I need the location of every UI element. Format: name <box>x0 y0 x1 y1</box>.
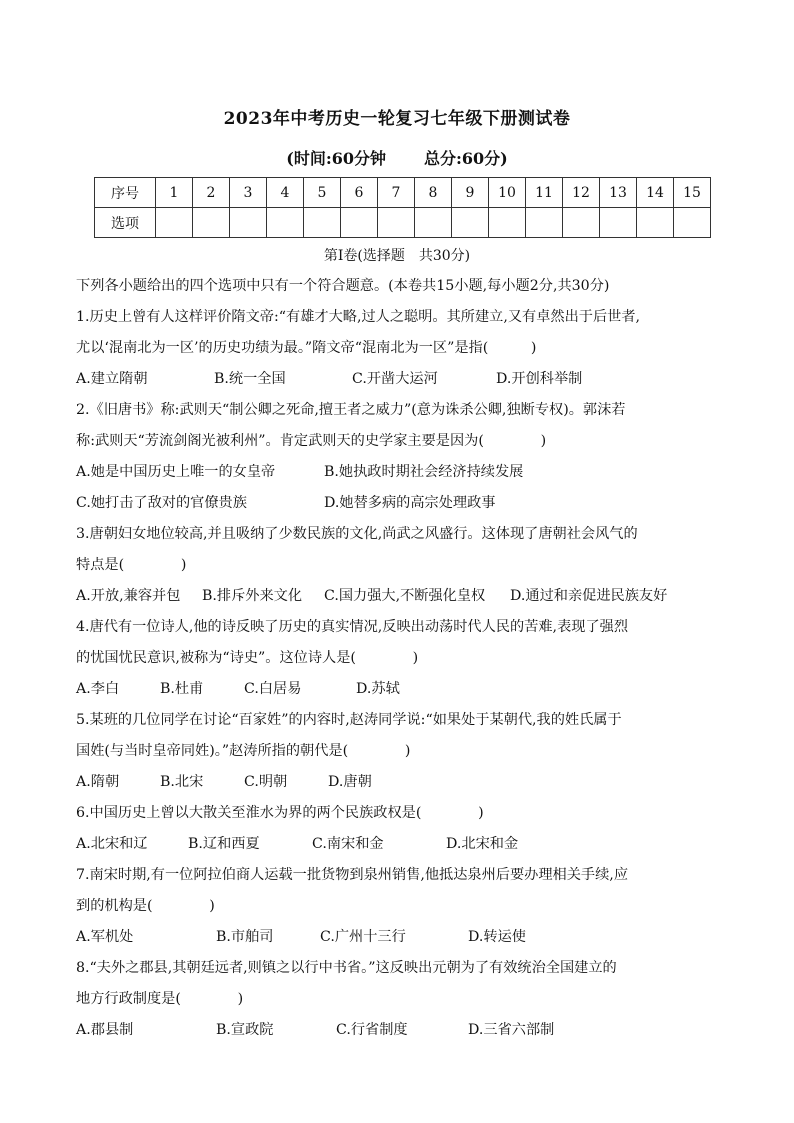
option-a: A.建立隋朝 <box>76 371 148 387</box>
option-c: C.行省制度 <box>336 1022 408 1038</box>
page-title: 2023年中考历史一轮复习七年级下册测试卷 <box>223 109 571 129</box>
question-7-line-2: 到的机构是( ) <box>76 898 215 914</box>
answer-number: 6 <box>341 178 378 208</box>
answer-blank <box>230 208 267 238</box>
option-a: A.开放,兼容并包 <box>76 588 181 604</box>
option-a: A.李白 <box>76 681 120 697</box>
option-c: C.白居易 <box>244 681 302 697</box>
answer-blank <box>526 208 563 238</box>
answer-blank <box>156 208 193 238</box>
answer-blank <box>674 208 711 238</box>
option-c: C.明朝 <box>244 774 288 790</box>
exam-total-score: 总分:60分) <box>424 149 508 168</box>
question-8-options <box>76 1015 726 1046</box>
answer-blank <box>452 208 489 238</box>
question-5-line-1: 5.某班的几位同学在讨论“百家姓”的内容时,赵涛同学说:“如果处于某朝代,我的姓氏属于 <box>76 712 622 728</box>
option-d: D.她替多病的高宗处理政事 <box>324 495 496 511</box>
answer-number: 9 <box>452 178 489 208</box>
option-a: A.隋朝 <box>76 774 120 790</box>
answer-table <box>94 177 711 238</box>
answer-number: 3 <box>230 178 267 208</box>
question-5-options <box>76 767 726 798</box>
option-b: B.辽和西夏 <box>188 836 260 852</box>
answer-number: 13 <box>600 178 637 208</box>
option-c: C.国力强大,不断强化皇权 <box>324 588 486 604</box>
answer-table-header-option: 选项 <box>95 208 156 238</box>
answer-number: 14 <box>637 178 674 208</box>
question-6-line-1: 6.中国历史上曾以大散关至淮水为界的两个民族政权是( ) <box>76 805 484 821</box>
question-2-options-1 <box>76 457 726 488</box>
question-5-line-2: 国姓(与当时皇帝同姓)。”赵涛所指的朝代是( ) <box>76 743 411 759</box>
question-2-options-2 <box>76 488 726 519</box>
answer-blank <box>600 208 637 238</box>
questions-body <box>76 271 726 1046</box>
option-b: B.杜甫 <box>160 681 204 697</box>
answer-number: 7 <box>378 178 415 208</box>
answer-table-header-number: 序号 <box>95 178 156 208</box>
option-a: A.郡县制 <box>76 1022 134 1038</box>
answer-blank <box>378 208 415 238</box>
question-6-options <box>76 829 726 860</box>
option-c: C.开凿大运河 <box>352 371 438 387</box>
question-2-line-2: 称:武则天“芳流剑阁光被利州”。肯定武则天的史学家主要是因为( ) <box>76 433 547 449</box>
question-7-options <box>76 922 726 953</box>
option-a: A.她是中国历史上唯一的女皇帝 <box>76 464 276 480</box>
option-b: B.市舶司 <box>216 929 274 945</box>
question-1-line-2: 尤以‘混南北为一区’的历史功绩为最。”隋文帝“混南北为一区”是指( ) <box>76 340 537 356</box>
answer-table-number-row <box>95 178 711 208</box>
answer-number: 15 <box>674 178 711 208</box>
answer-number: 4 <box>267 178 304 208</box>
answer-number: 11 <box>526 178 563 208</box>
answer-blank <box>637 208 674 238</box>
page-subtitle <box>0 146 794 169</box>
answer-number: 1 <box>156 178 193 208</box>
instruction-text: 下列各小题给出的四个选项中只有一个符合题意。(本卷共15小题,每小题2分,共30分) <box>76 278 610 294</box>
question-4-line-1: 4.唐代有一位诗人,他的诗反映了历史的真实情况,反映出动荡时代人民的苦难,表现了强烈 <box>76 619 629 635</box>
answer-blank <box>193 208 230 238</box>
option-d: D.苏轼 <box>356 681 400 697</box>
exam-time: (时间:60分钟 <box>286 149 386 168</box>
option-d: D.通过和亲促进民族友好 <box>510 588 668 604</box>
option-c: C.她打击了敌对的官僚贵族 <box>76 495 247 511</box>
question-3-line-2: 特点是( ) <box>76 557 187 573</box>
answer-number: 8 <box>415 178 452 208</box>
option-b: B.排斥外来文化 <box>202 588 303 604</box>
option-a: A.军机处 <box>76 929 134 945</box>
answer-blank <box>304 208 341 238</box>
answer-blank <box>267 208 304 238</box>
question-8-line-2: 地方行政制度是( ) <box>76 991 244 1007</box>
option-d: D.唐朝 <box>328 774 372 790</box>
option-d: D.三省六部制 <box>468 1022 555 1038</box>
option-d: D.开创科举制 <box>496 371 583 387</box>
option-a: A.北宋和辽 <box>76 836 148 852</box>
question-1-line-1: 1.历史上曾有人这样评价隋文帝:“有雄才大略,过人之聪明。其所建立,又有卓然出于后世者, <box>76 309 641 325</box>
question-3-line-1: 3.唐朝妇女地位较高,并且吸纳了少数民族的文化,尚武之风盛行。这体现了唐朝社会风气的 <box>76 526 638 542</box>
option-d: D.北宋和金 <box>446 836 519 852</box>
answer-number: 5 <box>304 178 341 208</box>
question-4-line-2: 的忧国忧民意识,被称为“诗史”。这位诗人是( ) <box>76 650 419 666</box>
question-7-line-1: 7.南宋时期,有一位阿拉伯商人运载一批货物到泉州销售,他抵达泉州后要办理相关手续,应 <box>76 867 629 883</box>
option-c: C.南宋和金 <box>312 836 384 852</box>
answer-number: 10 <box>489 178 526 208</box>
option-d: D.转运使 <box>468 929 526 945</box>
option-b: B.宣政院 <box>216 1022 274 1038</box>
answer-blank <box>341 208 378 238</box>
option-b: B.她执政时期社会经济持续发展 <box>324 464 524 480</box>
question-4-options <box>76 674 726 705</box>
answer-number: 12 <box>563 178 600 208</box>
option-b: B.统一全国 <box>214 371 286 387</box>
answer-blank <box>489 208 526 238</box>
section-title: 第Ⅰ卷(选择题 共30分) <box>323 248 471 264</box>
question-1-options <box>76 364 726 395</box>
question-8-line-1: 8.“夫外之郡县,其朝廷远者,则镇之以行中书省。”这反映出元朝为了有效统治全国建立的 <box>76 960 617 976</box>
question-3-options <box>76 581 726 612</box>
answer-blank <box>563 208 600 238</box>
answer-number: 2 <box>193 178 230 208</box>
option-b: B.北宋 <box>160 774 204 790</box>
option-c: C.广州十三行 <box>320 929 406 945</box>
question-2-line-1: 2.《旧唐书》称:武则天“制公卿之死命,擅王者之威力”(意为诛杀公卿,独断专权)。郭沫若 <box>76 402 626 418</box>
answer-table-option-row <box>95 208 711 238</box>
answer-blank <box>415 208 452 238</box>
